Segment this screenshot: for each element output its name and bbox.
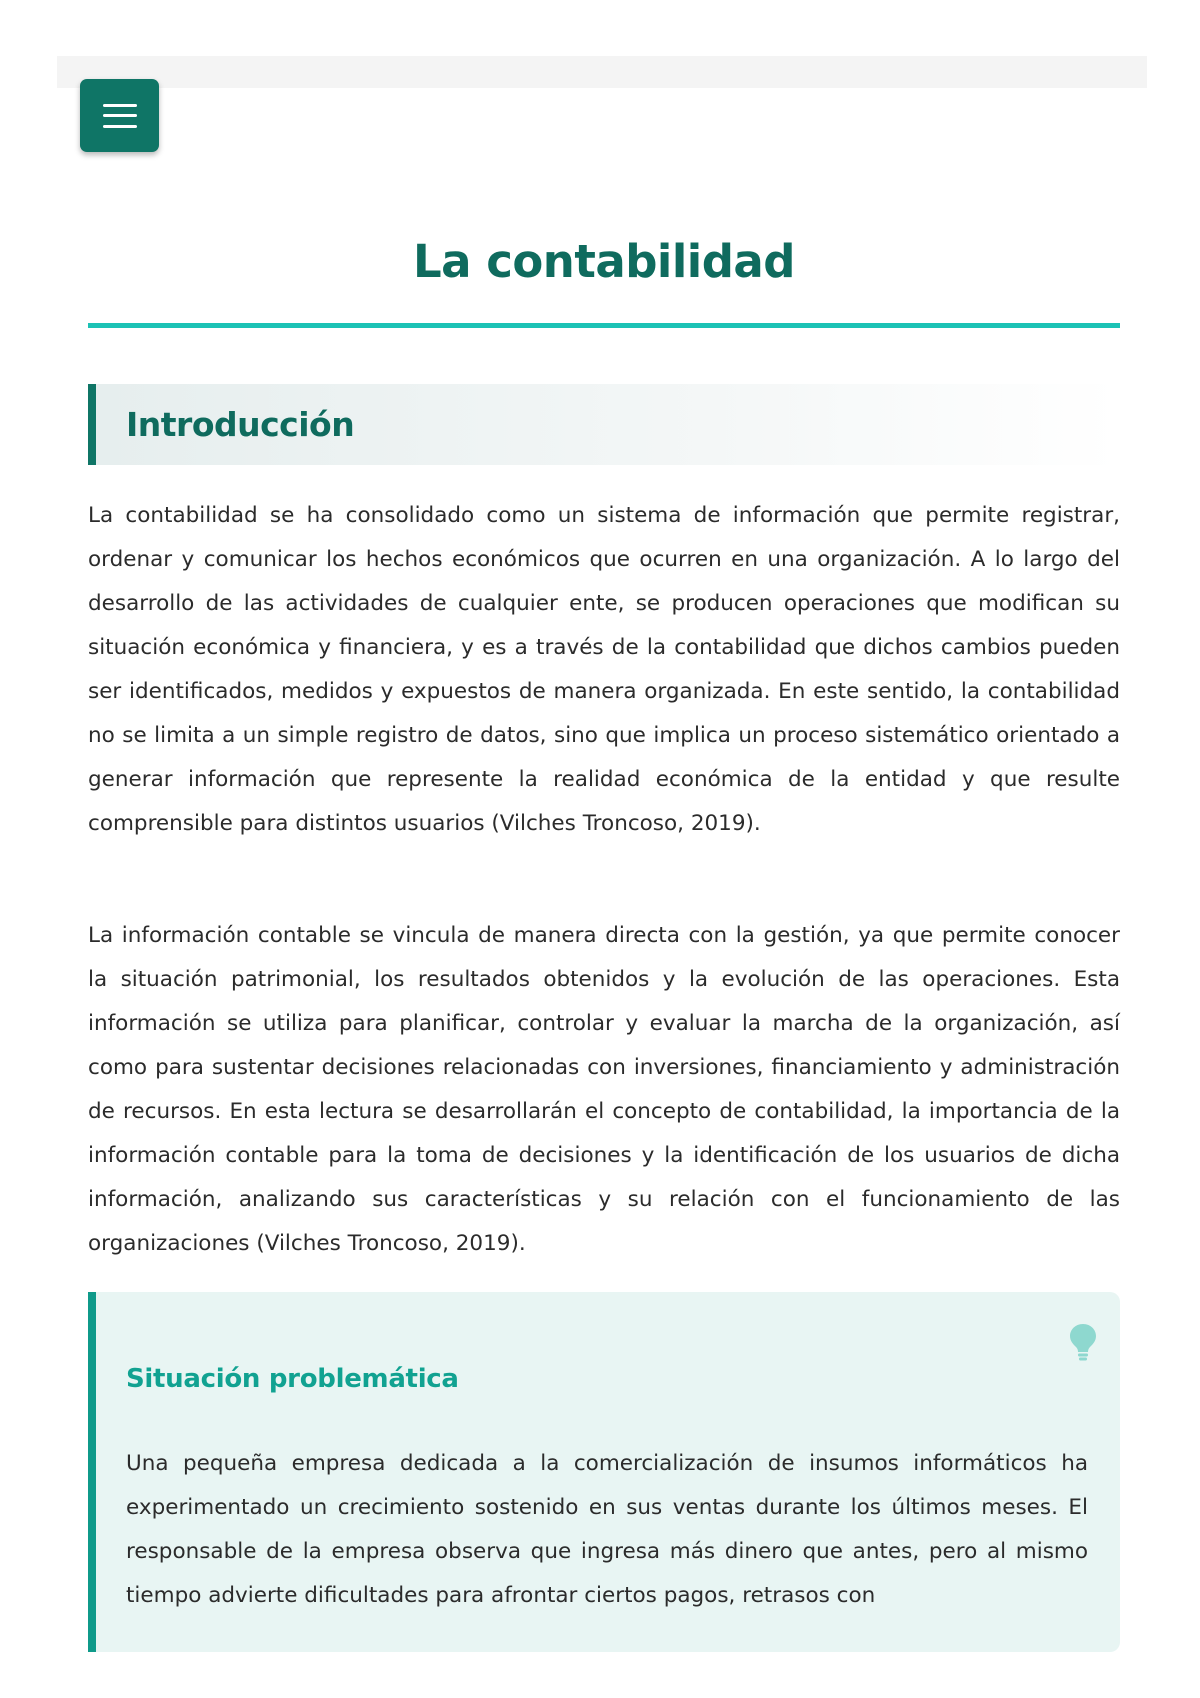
top-bar — [57, 56, 1147, 88]
intro-paragraph-2: La información contable se vincula de manera directa con la gestión, ya que permite conocer la situación patrimonial, los resultados obtenidos y la evolución de las operaciones. Esta información se utiliza para planificar, controlar y evaluar la marcha de la organización, así como para sustentar decisiones relacionadas con inversiones, financiamiento y administración de recursos. En esta lectura se desarrollarán el concepto de contabilidad, la importancia de la información contable para la toma de decisiones y la identificación de los usuarios de dicha información, analizando sus características y su relación con el funcionamiento de las organizaciones (Vilches Troncoso, 2019). — [88, 923, 1120, 1256]
section-heading-introduccion — [88, 384, 1120, 465]
lightbulb-icon — [1068, 1322, 1098, 1362]
callout-title: Situación problemática — [126, 1364, 459, 1394]
menu-button[interactable] — [80, 79, 159, 152]
callout-text: Una pequeña empresa dedicada a la comercialización de insumos informáticos ha experimentado un crecimiento sostenido en sus ventas durante los últimos meses. El responsable de la empresa observa que ingresa más dinero que antes, pero al mismo tiempo advierte dificultades para afrontar ciertos pagos, retrasos con — [126, 1451, 1088, 1608]
section-heading-text: Introducción — [126, 405, 355, 444]
intro-paragraph-1: La contabilidad se ha consolidado como un sistema de información que permite registrar, ordenar y comunicar los hechos económicos que ocurren en una organización. A lo largo del desarrollo de las actividades de cualquier ente, se producen operaciones que modifican su situación económica y financiera, y es a través de la contabilidad que dichos cambios pueden ser identificados, medidos y expuestos de manera organizada. En este sentido, la contabilidad no se limita a un simple registro de datos, sino que implica un proceso sistemático orientado a generar información que represente la realidad económica de la entidad y que resulte comprensible para distintos usuarios (Vilches Troncoso, 2019). — [88, 503, 1120, 836]
problem-situation-callout — [88, 1292, 1120, 1652]
title-divider — [88, 323, 1120, 328]
page-title: La contabilidad — [413, 235, 795, 288]
hamburger-menu-icon — [103, 104, 137, 128]
